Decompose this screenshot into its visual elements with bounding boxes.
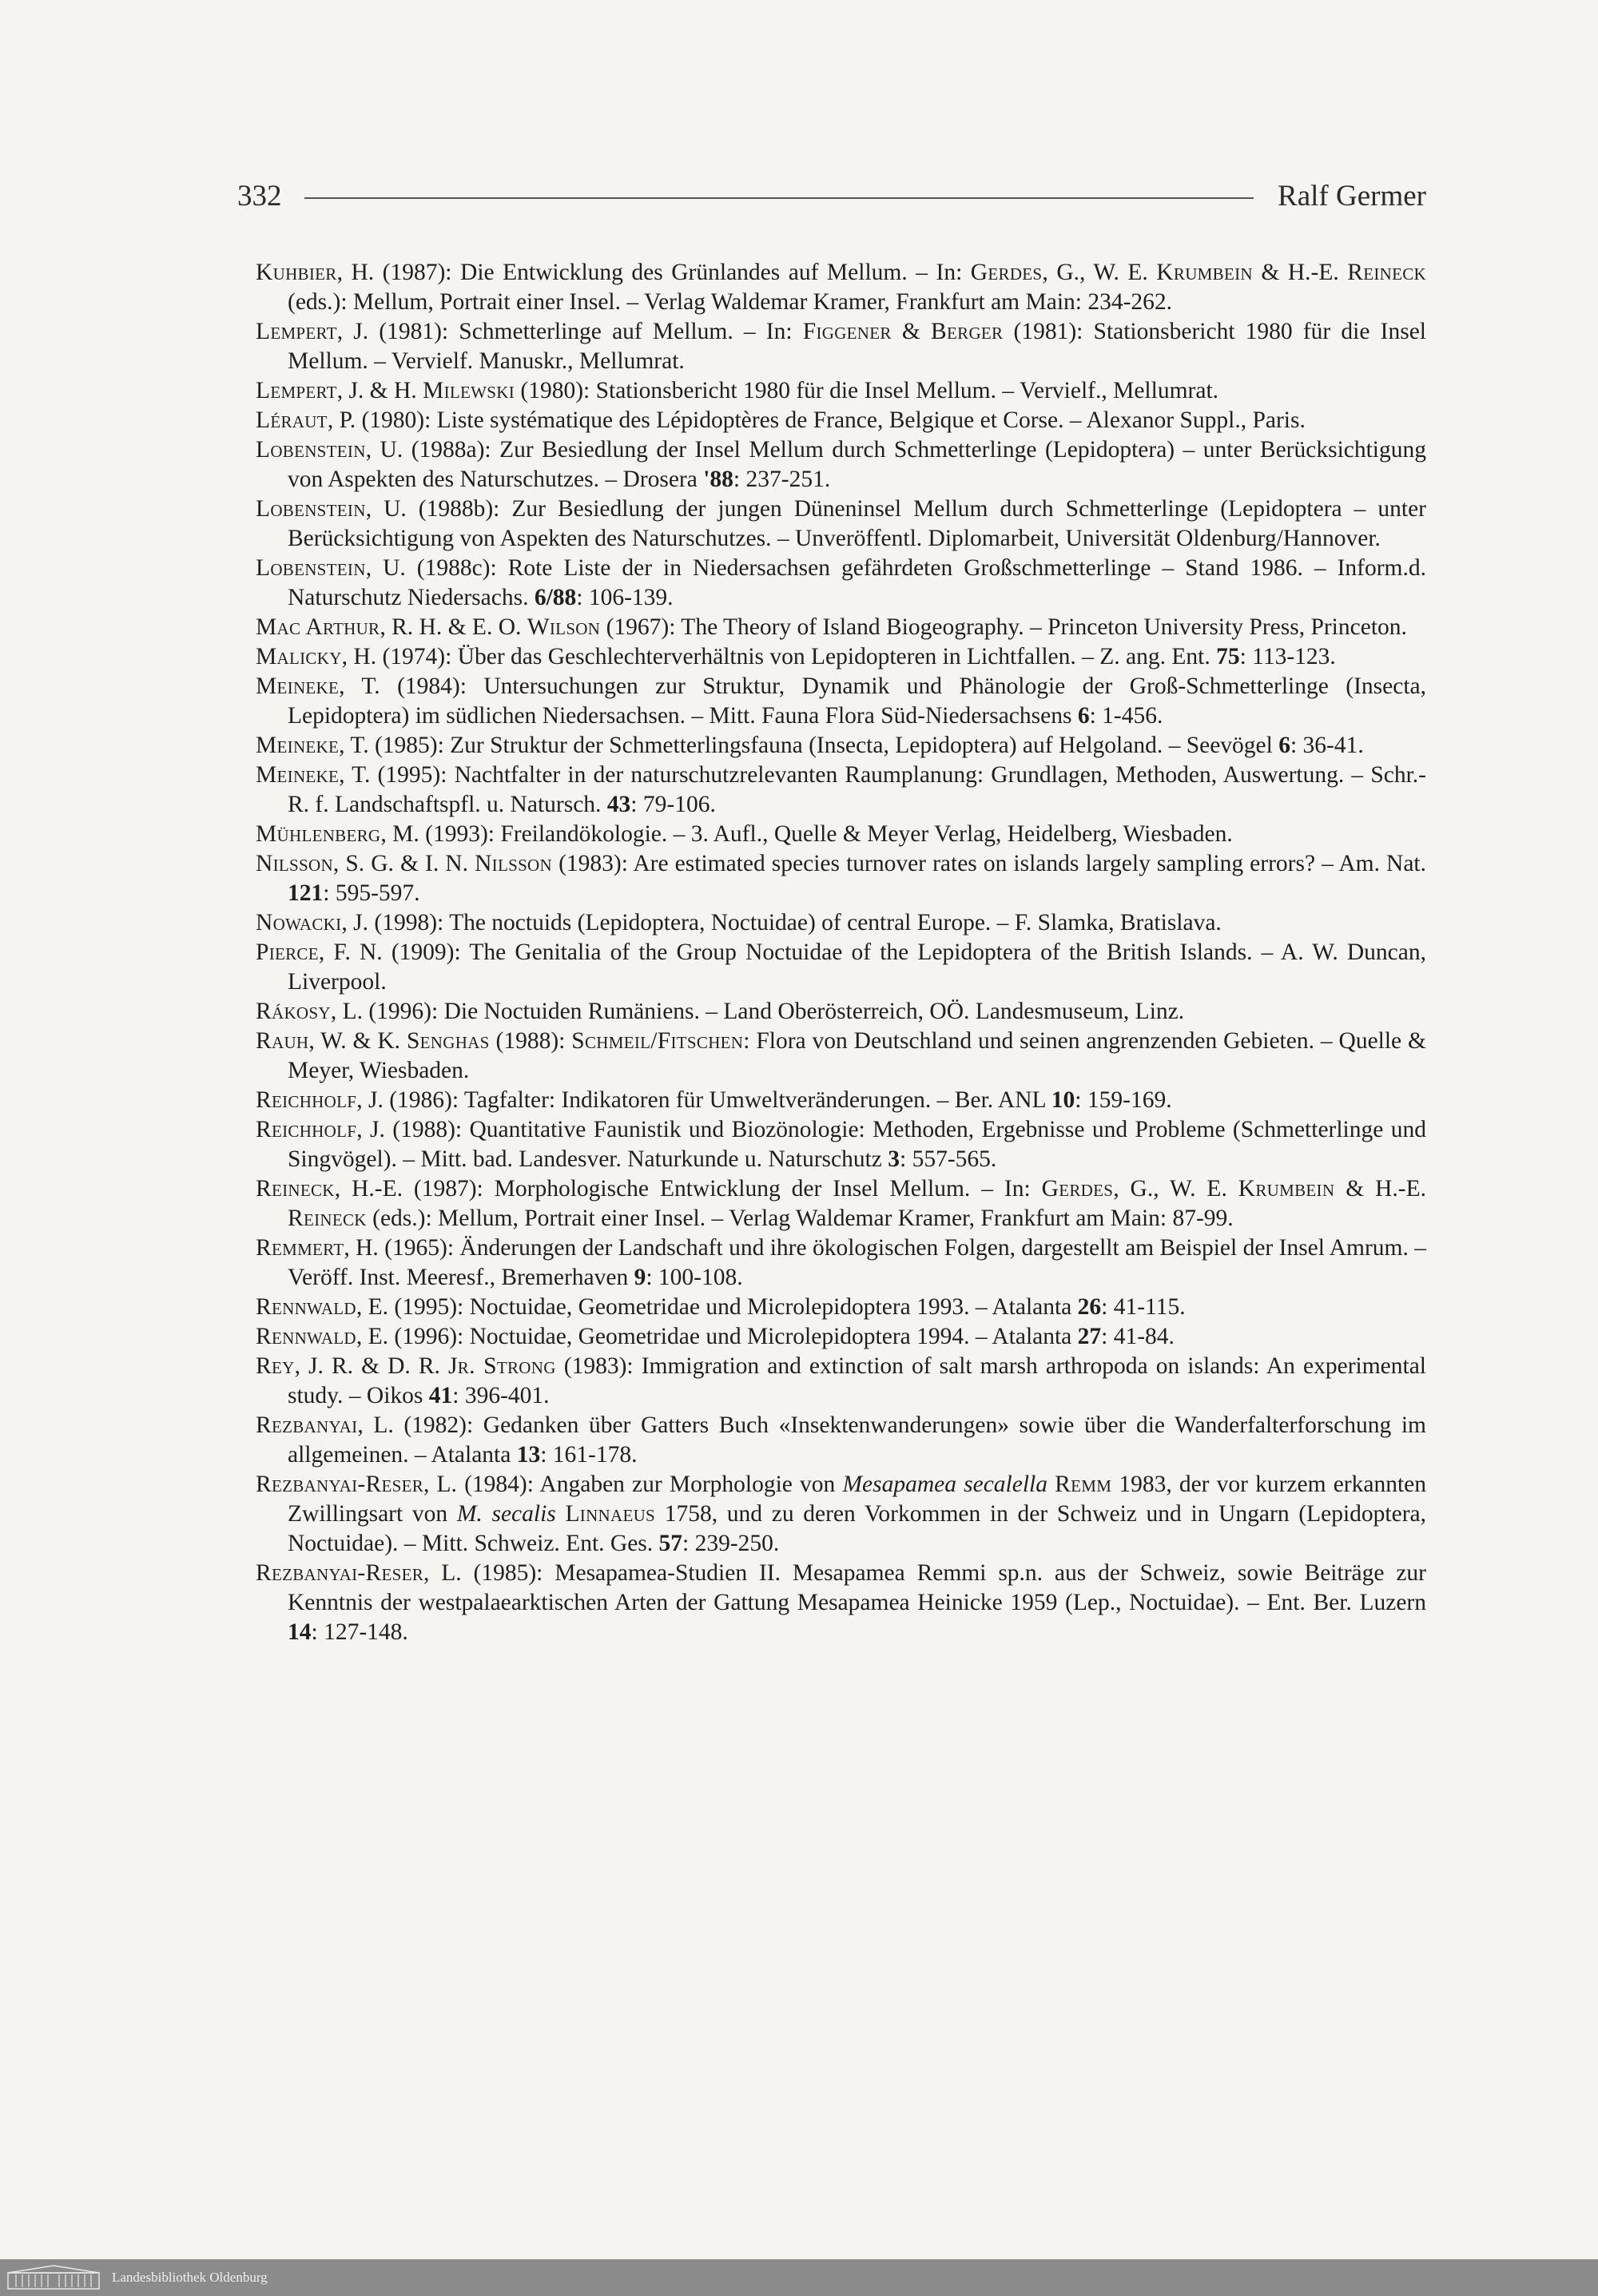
- reference-entry: Reineck, H.-E. (1987): Morphologische Entwicklung der Insel Mellum. – In: Gerdes, G., W. E. Krumbein & H.-E. Reineck (eds.): Mellum, Portrait einer Insel. – Verlag Waldemar Kramer, Frankfurt am Main: 87-99.: [256, 1176, 1426, 1231]
- reference-entry: Reichholf, J. (1988): Quantitative Faunistik und Biozönologie: Methoden, Ergebnisse und Probleme (Schmetterlinge und Singvögel). – Mitt. bad. Landesver. Naturkunde u. Naturschutz 3: 557-565.: [256, 1117, 1426, 1172]
- page-number: 332: [237, 179, 282, 213]
- library-building-icon: [6, 2265, 101, 2290]
- reference-entry: Lobenstein, U. (1988b): Zur Besiedlung der jungen Düneninsel Mellum durch Schmetterlinge (Lepidoptera – unter Berücksichtigung von Aspekten des Naturschutzes. – Unveröffentl. Diplomarbeit, Universität Oldenburg/Hannover.: [256, 496, 1426, 551]
- reference-entry: Remmert, H. (1965): Änderungen der Landschaft und ihre ökologischen Folgen, dargestellt am Beispiel der Insel Amrum. – Veröff. Inst. Meeresf., Bremerhaven 9: 100-108.: [256, 1235, 1426, 1290]
- running-head: Ralf Germer: [1278, 179, 1426, 213]
- reference-entry: Lobenstein, U. (1988c): Rote Liste der in Niedersachsen gefährdeten Großschmetterlinge – Stand 1986. – Inform.d. Naturschutz Niedersachs. 6/88: 106-139.: [256, 555, 1426, 610]
- reference-entry: Lempert, J. & H. Milewski (1980): Stationsbericht 1980 für die Insel Mellum. – Vervielf., Mellumrat.: [256, 378, 1219, 403]
- reference-entry: Rákosy, L. (1996): Die Noctuiden Rumäniens. – Land Oberösterreich, OÖ. Landesmuseum, Linz.: [256, 999, 1185, 1024]
- reference-entry: Léraut, P. (1980): Liste systématique des Lépidoptères de France, Belgique et Corse. – Alexanor Suppl., Paris.: [256, 407, 1306, 433]
- reference-entry: Kuhbier, H. (1987): Die Entwicklung des Grünlandes auf Mellum. – In: Gerdes, G., W. E. Krumbein & H.-E. Reineck (eds.): Mellum, Portrait einer Insel. – Verlag Waldemar Kramer, Frankfurt am Main: 234-262.: [256, 260, 1426, 315]
- reference-entry: Rennwald, E. (1995): Noctuidae, Geometridae und Microlepidoptera 1993. – Atalanta 26: 41-115.: [256, 1294, 1186, 1320]
- reference-entry: Rezbanyai, L. (1982): Gedanken über Gatters Buch «Insektenwanderungen» sowie über die Wanderfalterforschung im allgemeinen. – Atalanta 13: 161-178.: [256, 1412, 1426, 1468]
- page-header: [237, 172, 1426, 220]
- reference-entry: Malicky, H. (1974): Über das Geschlechterverhältnis von Lepidopteren in Lichtfallen. – Z. ang. Ent. 75: 113-123.: [256, 644, 1336, 669]
- reference-entry: Rennwald, E. (1996): Noctuidae, Geometridae und Microlepidoptera 1994. – Atalanta 27: 41-84.: [256, 1324, 1175, 1349]
- reference-entry: Rezbanyai-Reser, L. (1984): Angaben zur Morphologie von Mesapamea secalella Remm 1983, der vor kurzem erkannten Zwillingsart von M. secalis Linnaeus 1758, und zu deren Vorkommen in der Schweiz und in Ungarn (Lepidoptera, Noctuidae). – Mitt. Schweiz. Ent. Ges. 57: 239-250.: [256, 1472, 1427, 1556]
- reference-entry: Mühlenberg, M. (1993): Freilandökologie. – 3. Aufl., Quelle & Meyer Verlag, Heidelberg, Wiesbaden.: [256, 821, 1233, 847]
- reference-entry: Meineke, T. (1984): Untersuchungen zur Struktur, Dynamik und Phänologie der Groß-Schmetterlinge (Insecta, Lepidoptera) im südlichen Niedersachsen. – Mitt. Fauna Flora Süd-Niedersachsens 6: 1-456.: [256, 673, 1426, 729]
- reference-entry: Nowacki, J. (1998): The noctuids (Lepidoptera, Noctuidae) of central Europe. – F. Slamka, Bratislava.: [256, 910, 1222, 935]
- header-rule: [304, 197, 1254, 199]
- footer-bar: [0, 2259, 1598, 2296]
- reference-entry: Meineke, T. (1985): Zur Struktur der Schmetterlingsfauna (Insecta, Lepidoptera) auf Helgoland. – Seevögel 6: 36-41.: [256, 733, 1364, 758]
- reference-entry: Nilsson, S. G. & I. N. Nilsson (1983): Are estimated species turnover rates on islands largely sampling errors? – Am. Nat. 121: 595-597.: [256, 851, 1427, 906]
- reference-entry: Reichholf, J. (1986): Tagfalter: Indikatoren für Umweltveränderungen. – Ber. ANL 10: 159-169.: [256, 1087, 1172, 1113]
- reference-entry: Lempert, J. (1981): Schmetterlinge auf Mellum. – In: Figgener & Berger (1981): Stationsbericht 1980 für die Insel Mellum. – Vervielf. Manuskr., Mellumrat.: [256, 319, 1426, 374]
- reference-entry: Rezbanyai-Reser, L. (1985): Mesapamea-Studien II. Mesapamea Remmi sp.n. aus der Schweiz, sowie Beiträge zur Kenntnis der westpalaearktischen Arten der Gattung Mesapamea Heinicke 1959 (Lep., Noctuidae). – Ent. Ber. Luzern 14: 127-148.: [256, 1560, 1426, 1645]
- reference-list: [256, 258, 1426, 1647]
- reference-entry: Rauh, W. & K. Senghas (1988): Schmeil/Fitschen: Flora von Deutschland und seinen angrenzenden Gebieten. – Quelle & Meyer, Wiesbaden.: [256, 1028, 1426, 1083]
- reference-entry: Pierce, F. N. (1909): The Genitalia of the Group Noctuidae of the Lepidoptera of the British Islands. – A. W. Duncan, Liverpool.: [256, 939, 1426, 995]
- reference-entry: Lobenstein, U. (1988a): Zur Besiedlung der Insel Mellum durch Schmetterlinge (Lepidoptera) – unter Berücksichtigung von Aspekten des Naturschutzes. – Drosera '88: 237-251.: [256, 437, 1426, 492]
- reference-entry: Rey, J. R. & D. R. Jr. Strong (1983): Immigration and extinction of salt marsh arthropoda on islands: An experimental study. – Oikos 41: 396-401.: [256, 1353, 1426, 1408]
- library-name: Landesbibliothek Oldenburg: [112, 2270, 268, 2285]
- reference-entry: Meineke, T. (1995): Nachtfalter in der naturschutzrelevanten Raumplanung: Grundlagen, Methoden, Auswertung. – Schr.-R. f. Landschaftspfl. u. Natursch. 43: 79-106.: [256, 762, 1426, 817]
- reference-entry: Mac Arthur, R. H. & E. O. Wilson (1967): The Theory of Island Biogeography. – Princeton University Press, Princeton.: [256, 614, 1407, 640]
